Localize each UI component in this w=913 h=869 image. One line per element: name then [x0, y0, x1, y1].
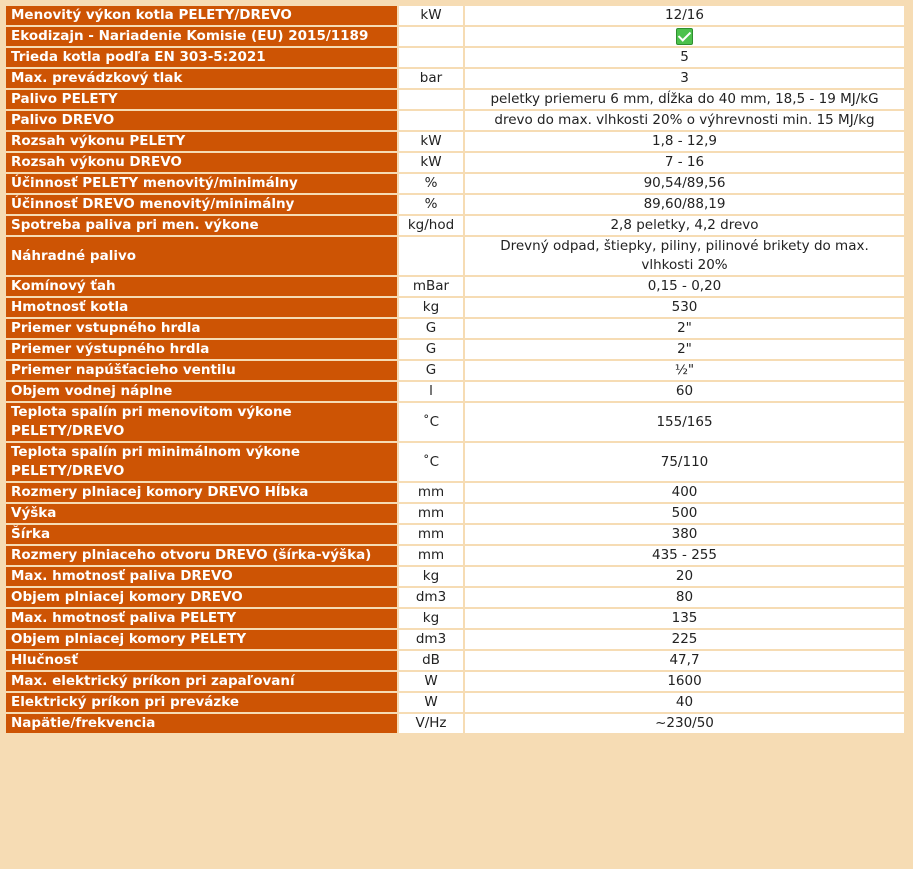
spec-value: 89,60/88,19	[465, 195, 904, 214]
spec-unit: kg	[399, 609, 463, 628]
spec-unit: W	[399, 672, 463, 691]
spec-value: 1,8 - 12,9	[465, 132, 904, 151]
spec-value: 1600	[465, 672, 904, 691]
spec-value: 90,54/89,56	[465, 174, 904, 193]
spec-row	[6, 588, 904, 607]
spec-label: Hlučnosť	[6, 651, 397, 670]
spec-row	[6, 525, 904, 544]
spec-label: Priemer vstupného hrdla	[6, 319, 397, 338]
spec-row	[6, 27, 904, 46]
spec-label: Rozsah výkonu PELETY	[6, 132, 397, 151]
spec-unit: V/Hz	[399, 714, 463, 733]
spec-unit: G	[399, 361, 463, 380]
spec-label: Priemer výstupného hrdla	[6, 340, 397, 359]
spec-row	[6, 672, 904, 691]
spec-unit: ˚C	[399, 443, 463, 481]
spec-label: Objem vodnej náplne	[6, 382, 397, 401]
spec-value: 225	[465, 630, 904, 649]
spec-unit	[399, 90, 463, 109]
spec-label: Objem plniacej komory DREVO	[6, 588, 397, 607]
spec-label: Spotreba paliva pri men. výkone	[6, 216, 397, 235]
spec-value: drevo do max. vlhkosti 20% o výhrevnosti min. 15 MJ/kg	[465, 111, 904, 130]
spec-label: Účinnosť DREVO menovitý/minimálny	[6, 195, 397, 214]
spec-label: Priemer napúšťacieho ventilu	[6, 361, 397, 380]
spec-unit: %	[399, 195, 463, 214]
spec-row	[6, 443, 904, 481]
spec-row	[6, 174, 904, 193]
spec-row	[6, 714, 904, 733]
spec-label: Výška	[6, 504, 397, 523]
spec-row	[6, 567, 904, 586]
spec-row	[6, 693, 904, 712]
spec-value: 400	[465, 483, 904, 502]
spec-row	[6, 340, 904, 359]
spec-unit: kg	[399, 567, 463, 586]
spec-value: 75/110	[465, 443, 904, 481]
spec-unit: mm	[399, 546, 463, 565]
spec-row	[6, 361, 904, 380]
spec-row	[6, 651, 904, 670]
spec-value: 3	[465, 69, 904, 88]
spec-row	[6, 319, 904, 338]
spec-unit	[399, 111, 463, 130]
spec-unit	[399, 237, 463, 275]
spec-row	[6, 504, 904, 523]
spec-row	[6, 403, 904, 441]
spec-row	[6, 277, 904, 296]
spec-row	[6, 483, 904, 502]
spec-row	[6, 48, 904, 67]
spec-label: Ekodizajn - Nariadenie Komisie (EU) 2015/1189	[6, 27, 397, 46]
spec-label: Palivo DREVO	[6, 111, 397, 130]
spec-label: Komínový ťah	[6, 277, 397, 296]
spec-row	[6, 90, 904, 109]
spec-value: 20	[465, 567, 904, 586]
spec-unit: mm	[399, 483, 463, 502]
spec-row	[6, 216, 904, 235]
spec-row	[6, 382, 904, 401]
spec-value: 155/165	[465, 403, 904, 441]
spec-unit: bar	[399, 69, 463, 88]
spec-row	[6, 195, 904, 214]
spec-value: Drevný odpad, štiepky, piliny, pilinové brikety do max. vlhkosti 20%	[465, 237, 904, 275]
spec-label: Rozmery plniacej komory DREVO Hĺbka	[6, 483, 397, 502]
spec-unit: %	[399, 174, 463, 193]
spec-unit: mm	[399, 504, 463, 523]
spec-unit: G	[399, 319, 463, 338]
boiler-spec-table	[4, 4, 906, 735]
spec-label: Teplota spalín pri menovitom výkone PELETY/DREVO	[6, 403, 397, 441]
spec-label: Náhradné palivo	[6, 237, 397, 275]
spec-value: 435 - 255	[465, 546, 904, 565]
spec-row	[6, 132, 904, 151]
spec-unit: kW	[399, 132, 463, 151]
spec-unit: l	[399, 382, 463, 401]
spec-label: Objem plniacej komory PELETY	[6, 630, 397, 649]
spec-unit: dm3	[399, 630, 463, 649]
spec-unit: kW	[399, 153, 463, 172]
spec-row	[6, 111, 904, 130]
spec-value: 47,7	[465, 651, 904, 670]
spec-unit	[399, 27, 463, 46]
spec-label: Elektrický príkon pri prevázke	[6, 693, 397, 712]
spec-value: 12/16	[465, 6, 904, 25]
spec-value: ~230/50	[465, 714, 904, 733]
spec-row	[6, 6, 904, 25]
spec-label: Napätie/frekvencia	[6, 714, 397, 733]
spec-label: Max. hmotnosť paliva PELETY	[6, 609, 397, 628]
spec-value-check	[465, 27, 904, 46]
spec-value: 40	[465, 693, 904, 712]
spec-row	[6, 609, 904, 628]
spec-label: Účinnosť PELETY menovitý/minimálny	[6, 174, 397, 193]
spec-unit: G	[399, 340, 463, 359]
spec-label: Šírka	[6, 525, 397, 544]
spec-unit: kg	[399, 298, 463, 317]
spec-table-body	[6, 6, 904, 733]
spec-value: 530	[465, 298, 904, 317]
spec-unit: ˚C	[399, 403, 463, 441]
spec-value: 2,8 peletky, 4,2 drevo	[465, 216, 904, 235]
spec-unit: W	[399, 693, 463, 712]
spec-value: 2"	[465, 340, 904, 359]
spec-label: Teplota spalín pri minimálnom výkone PELETY/DREVO	[6, 443, 397, 481]
spec-label: Hmotnosť kotla	[6, 298, 397, 317]
spec-row	[6, 237, 904, 275]
spec-label: Max. hmotnosť paliva DREVO	[6, 567, 397, 586]
spec-unit: kg/hod	[399, 216, 463, 235]
spec-value: peletky priemeru 6 mm, dĺžka do 40 mm, 18,5 - 19 MJ/kG	[465, 90, 904, 109]
spec-value: 60	[465, 382, 904, 401]
spec-value: 2"	[465, 319, 904, 338]
spec-label: Rozsah výkonu DREVO	[6, 153, 397, 172]
checkmark-icon	[676, 28, 693, 45]
spec-row	[6, 153, 904, 172]
spec-value: 80	[465, 588, 904, 607]
spec-value: ½"	[465, 361, 904, 380]
spec-unit: dB	[399, 651, 463, 670]
spec-label: Palivo PELETY	[6, 90, 397, 109]
spec-value: 500	[465, 504, 904, 523]
spec-label: Trieda kotla podľa EN 303-5:2021	[6, 48, 397, 67]
spec-value: 0,15 - 0,20	[465, 277, 904, 296]
spec-value: 7 - 16	[465, 153, 904, 172]
spec-unit: kW	[399, 6, 463, 25]
spec-unit: mBar	[399, 277, 463, 296]
spec-row	[6, 298, 904, 317]
spec-unit	[399, 48, 463, 67]
spec-label: Max. elektrický príkon pri zapaľovaní	[6, 672, 397, 691]
spec-row	[6, 69, 904, 88]
spec-value: 380	[465, 525, 904, 544]
spec-row	[6, 630, 904, 649]
spec-row	[6, 546, 904, 565]
spec-unit: dm3	[399, 588, 463, 607]
spec-unit: mm	[399, 525, 463, 544]
spec-value: 5	[465, 48, 904, 67]
spec-label: Rozmery plniaceho otvoru DREVO (šírka-výška)	[6, 546, 397, 565]
spec-value: 135	[465, 609, 904, 628]
spec-label: Max. prevádzkový tlak	[6, 69, 397, 88]
spec-label: Menovitý výkon kotla PELETY/DREVO	[6, 6, 397, 25]
